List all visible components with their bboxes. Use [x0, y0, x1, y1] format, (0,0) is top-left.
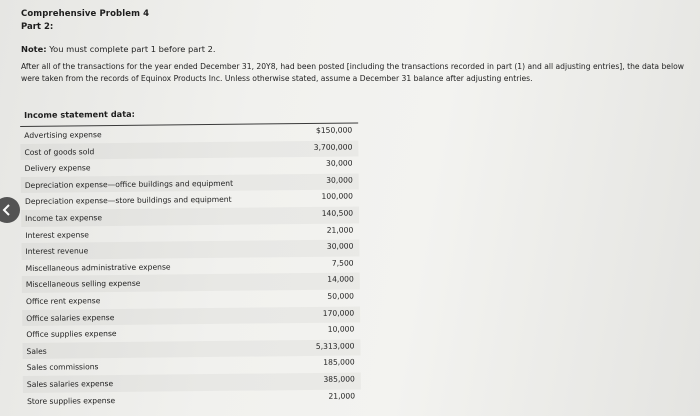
row-amount: 30,000 — [326, 175, 353, 185]
row-amount: 21,000 — [328, 391, 356, 401]
row-amount: 5,313,000 — [315, 341, 355, 351]
row-label: Cost of goods sold — [24, 146, 95, 157]
problem-title: Comprehensive Problem 4 — [21, 9, 150, 19]
row-amount: 140,500 — [321, 208, 354, 218]
row-amount: $150,000 — [315, 125, 353, 135]
row-label: Income tax expense — [25, 213, 103, 223]
row-amount: 21,000 — [326, 225, 354, 235]
row-amount: 10,000 — [327, 324, 355, 334]
row-label: Depreciation expense—store buildings and equipment — [24, 195, 232, 207]
row-amount: 30,000 — [325, 158, 353, 168]
table-row — [23, 389, 361, 409]
row-amount: 185,000 — [323, 357, 355, 368]
row-amount: 30,000 — [326, 241, 354, 251]
row-amount: 100,000 — [321, 191, 353, 202]
table-heading: Income statement data: — [20, 106, 358, 127]
income-statement-table — [20, 106, 361, 409]
row-label: Store supplies expense — [26, 395, 116, 406]
row-label: Interest expense — [25, 229, 90, 240]
row-amount: 385,000 — [323, 374, 355, 384]
previous-page-button[interactable] — [0, 197, 20, 223]
note-label: Note: — [21, 44, 47, 54]
row-label: Sales salaries expense — [26, 378, 114, 389]
row-label: Miscellaneous selling expense — [25, 279, 141, 290]
part-label: Part 2: — [21, 22, 54, 32]
row-label: Office supplies expense — [26, 329, 117, 340]
row-label: Sales — [26, 346, 47, 356]
row-label: Office rent expense — [25, 296, 101, 306]
row-amount: 14,000 — [327, 274, 354, 285]
row-amount: 50,000 — [327, 291, 355, 301]
row-label: Miscellaneous administrative expense — [25, 262, 171, 273]
row-label: Sales commissions — [26, 362, 99, 373]
row-label: Interest revenue — [25, 246, 89, 257]
instructions-paragraph: After all of the transactions for the year ended December 31, 20Y8, had been posted [including the transactions recorded in part (1) and all adjusting entries], the data below were taken from the records of Equinox Products Inc. Unless otherwise stated, assume a December 31 balance after adjusting entries. — [21, 62, 684, 83]
row-label: Office salaries expense — [26, 312, 115, 323]
row-label: Advertising expense — [24, 130, 102, 140]
row-amount: 3,700,000 — [313, 142, 353, 152]
row-label: Delivery expense — [24, 163, 91, 174]
row-amount: 170,000 — [322, 308, 355, 318]
row-amount: 7,500 — [331, 258, 354, 268]
note-line — [21, 44, 216, 54]
table-body — [20, 123, 361, 409]
row-label: Depreciation expense—office buildings and equipment — [24, 178, 234, 190]
note-text: You must complete part 1 before part 2. — [46, 44, 216, 54]
chevron-left-icon — [1, 204, 13, 216]
